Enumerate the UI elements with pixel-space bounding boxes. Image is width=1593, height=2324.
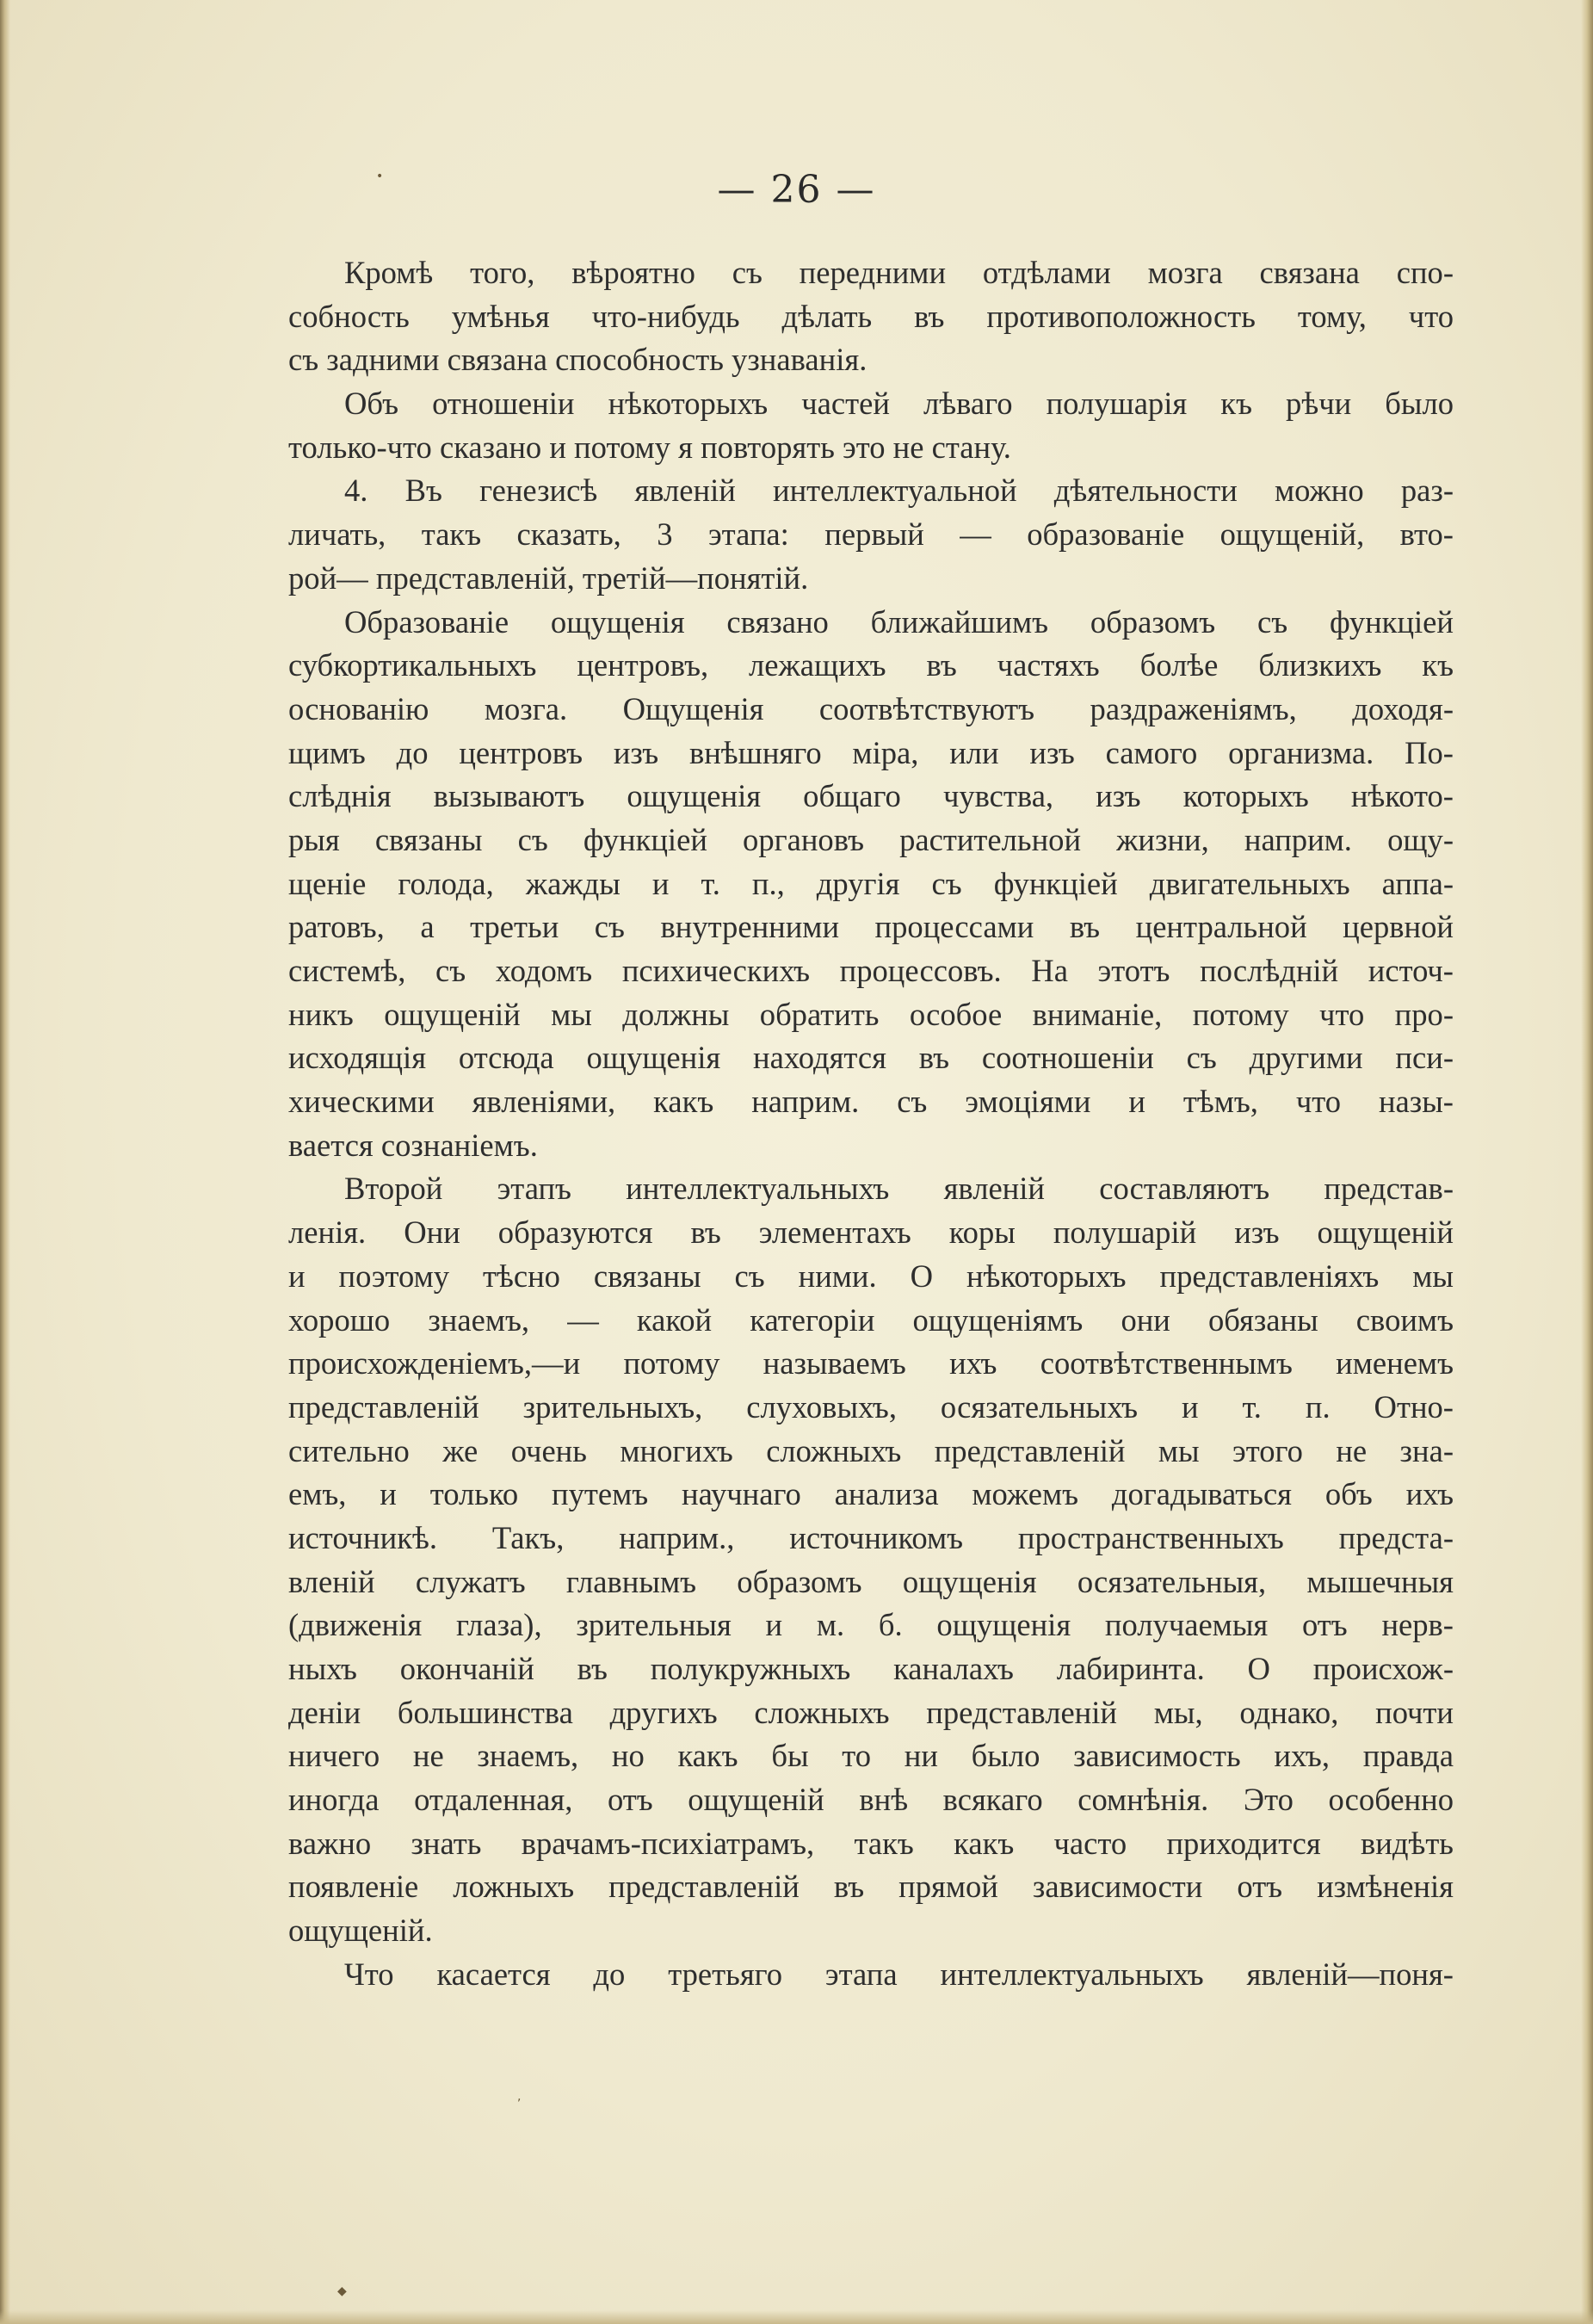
- right-page-edge: [1581, 0, 1593, 2324]
- text-line: деніи большинства другихъ сложныхъ представленій мы, однако, почти: [288, 1694, 1454, 1730]
- text-line: важно знать врачамъ-психіатрамъ, такъ какъ часто приходится видѣть: [288, 1825, 1454, 1861]
- text-line: системѣ, съ ходомъ психическихъ процессовъ. На этотъ послѣдній источ-: [288, 953, 1454, 988]
- text-line: только-что сказано и потому я повторять это не стану.: [288, 429, 1011, 465]
- text-line: Образованіе ощущенія связано ближайшимъ образомъ съ функціей: [344, 603, 1454, 640]
- paper-speck: ,: [517, 2090, 522, 2104]
- text-line: (движенія глаза), зрительныя и м. б. ощущенія получаемыя отъ нерв-: [288, 1607, 1454, 1643]
- text-line: сительно же очень многихъ сложныхъ представленій мы этого не зна-: [288, 1432, 1454, 1468]
- text-line: ленія. Они образуются въ элементахъ коры полушарій изъ ощущеній: [288, 1215, 1454, 1251]
- text-line: вается сознаніемъ.: [288, 1127, 538, 1163]
- text-line: хорошо знаемъ, — какой категоріи ощущеніямъ они обязаны своимъ: [288, 1301, 1454, 1338]
- text-line: Объ отношеніи нѣкоторыхъ частей лѣваго полушарія къ рѣчи было: [344, 386, 1454, 422]
- text-line: емъ, и только путемъ научнаго анализа можемъ догадываться объ ихъ: [288, 1476, 1454, 1512]
- text-line: Что касается до третьяго этапа интеллектуальныхъ явленій—поня-: [344, 1956, 1454, 1992]
- text-line: 4. Въ генезисѣ явленій интеллектуальной дѣятельности можно раз-: [344, 473, 1454, 509]
- text-line: представленій зрительныхъ, слуховыхъ, осязательныхъ и т. п. Отно-: [288, 1388, 1454, 1425]
- body-text: [288, 251, 1454, 1997]
- text-line: щимъ до центровъ изъ внѣшняго міра, или изъ самого организма. По-: [288, 734, 1454, 770]
- page-number: — 26 —: [717, 168, 876, 212]
- text-line: исходящія отсюда ощущенія находятся въ соотношеніи съ другими пси-: [288, 1040, 1454, 1076]
- text-line: щеніе голода, жажды и т. п., другія съ функціей двигательныхъ аппа-: [288, 865, 1454, 901]
- text-line: Второй этапъ интеллектуальныхъ явленій составляютъ представ-: [344, 1171, 1454, 1207]
- text-line: съ задними связана способность узнаванія.: [288, 342, 868, 378]
- text-line: рой— представленій, третій—понятій.: [288, 559, 809, 596]
- paper-speck: ◆: [337, 2284, 347, 2298]
- paper-speck: •: [376, 170, 384, 183]
- left-page-edge: [0, 0, 10, 2324]
- text-line: вленій служатъ главнымъ образомъ ощущенія осязательныя, мышечныя: [288, 1563, 1454, 1599]
- text-line: Кромѣ того, вѣроятно съ передними отдѣлами мозга связана спо-: [344, 255, 1454, 290]
- text-line: слѣднія вызываютъ ощущенія общаго чувства, изъ которыхъ нѣкото-: [288, 778, 1454, 814]
- text-line: ощущеній.: [288, 1913, 433, 1949]
- text-line: личать, такъ сказать, 3 этапа: первый — образованіе ощущеній, вто-: [288, 516, 1454, 553]
- text-line: ныхъ окончаній въ полукружныхъ каналахъ лабиринта. О происхож-: [288, 1651, 1454, 1686]
- text-line: никъ ощущеній мы должны обратить особое вниманіе, потому что про-: [288, 996, 1454, 1032]
- bottom-page-edge: [0, 2310, 1593, 2324]
- text-line: собность умѣнья что-нибудь дѣлать въ противоположность тому, что: [288, 298, 1454, 334]
- text-line: иногда отдаленная, отъ ощущеній внѣ всякаго сомнѣнія. Это особенно: [288, 1782, 1454, 1818]
- text-line: хическими явленіями, какъ наприм. съ эмоціями и тѣмъ, что назы-: [288, 1084, 1454, 1120]
- text-line: рыя связаны съ функціей органовъ растительной жизни, наприм. ощу-: [288, 821, 1454, 857]
- text-line: субкортикальныхъ центровъ, лежащихъ въ частяхъ болѣе близкихъ къ: [288, 647, 1454, 683]
- text-line: источникѣ. Такъ, наприм., источникомъ пространственныхъ предста-: [288, 1519, 1454, 1555]
- text-line: ничего не знаемъ, но какъ бы то ни было зависимость ихъ, правда: [288, 1738, 1454, 1774]
- text-line: основанію мозга. Ощущенія соотвѣтствуютъ раздраженіямъ, доходя-: [288, 690, 1454, 726]
- text-line: и поэтому тѣсно связаны съ ними. О нѣкоторыхъ представленіяхъ мы: [288, 1258, 1454, 1294]
- text-line: появленіе ложныхъ представленій въ прямой зависимости отъ измѣненія: [288, 1869, 1454, 1905]
- text-line: ратовъ, а третьи съ внутренними процессами въ центральной цервной: [288, 909, 1454, 945]
- text-line: происхожденіемъ,—и потому называемъ ихъ соотвѣтственнымъ именемъ: [288, 1345, 1454, 1381]
